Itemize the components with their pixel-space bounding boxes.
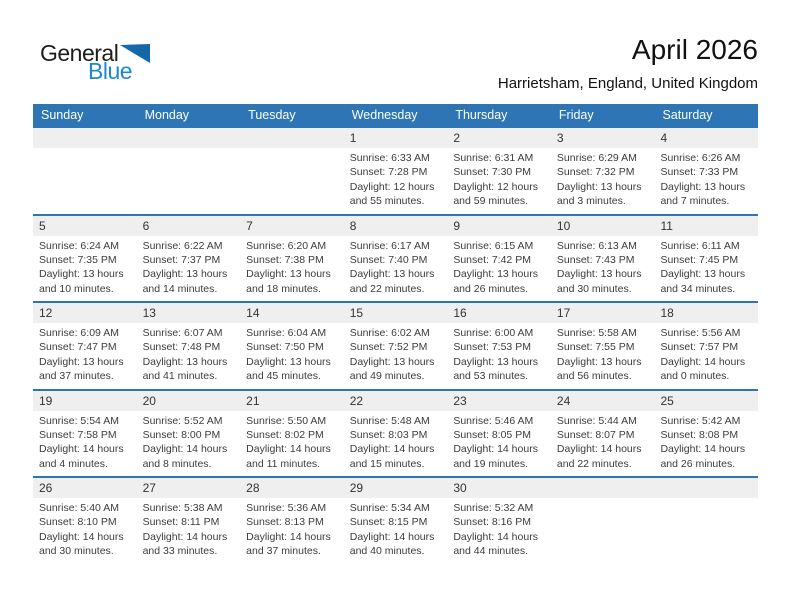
day-cell-23: [447, 411, 551, 477]
sunrise-text: Sunrise: 5:32 AM: [453, 502, 534, 514]
sunset-text: Sunset: 7:55 PM: [556, 341, 635, 354]
sunrise-text: Sunrise: 5:44 AM: [556, 414, 637, 427]
sunset-text: Sunset: 7:37 PM: [142, 253, 221, 266]
day-number-3: 3: [556, 131, 564, 145]
day-cell-12: [33, 323, 137, 389]
day-cell-empty: [240, 148, 344, 214]
day-number-15: 15: [349, 306, 364, 320]
day-cell-empty: [551, 498, 655, 564]
sunrise-text: Sunrise: 5:48 AM: [349, 414, 430, 427]
sunset-text: Sunset: 8:07 PM: [556, 428, 635, 441]
sunset-text: Sunset: 8:15 PM: [349, 516, 428, 529]
day-number-empty: [137, 128, 241, 148]
day-number-20: 20: [142, 393, 156, 408]
daylight-text: Daylight: 14 hours and 26 minutes.: [660, 443, 746, 470]
weekday-header-thursday: Thursday: [455, 108, 508, 122]
daylight-text: Daylight: 13 hours and 22 minutes.: [349, 268, 435, 295]
day-cell-15: [344, 323, 448, 389]
sunset-text: Sunset: 7:38 PM: [246, 253, 324, 266]
daylight-text: Daylight: 14 hours and 15 minutes.: [349, 443, 435, 470]
day-cell-5: [33, 236, 137, 302]
date-strip: [33, 391, 758, 411]
sunrise-text: Sunrise: 5:34 AM: [349, 502, 430, 514]
sunset-text: Sunset: 7:57 PM: [660, 341, 739, 354]
weekday-header-wednesday: Wednesday: [351, 108, 418, 122]
day-number-empty: [33, 128, 137, 148]
sunrise-text: Sunrise: 6:17 AM: [349, 239, 430, 252]
sunset-text: Sunset: 7:28 PM: [349, 166, 428, 179]
sunset-text: Sunset: 8:13 PM: [246, 516, 324, 529]
day-cell-29: [344, 498, 448, 564]
day-cell-9: [447, 236, 551, 302]
day-cell-empty: [137, 148, 241, 214]
sunrise-text: Sunrise: 6:24 AM: [39, 239, 119, 252]
sunset-text: Sunset: 7:53 PM: [453, 341, 531, 354]
daylight-text: Daylight: 13 hours and 30 minutes.: [556, 268, 642, 295]
sunset-text: Sunset: 7:47 PM: [39, 341, 117, 354]
day-number-14: 14: [246, 306, 260, 320]
day-cell-7: [240, 236, 344, 302]
week-row: [33, 126, 758, 214]
day-number-22: 22: [349, 393, 364, 408]
daylight-text: Daylight: 13 hours and 26 minutes.: [453, 268, 538, 295]
day-number-26: 26: [39, 481, 53, 495]
logo-text-blue: Blue: [88, 58, 133, 84]
day-number-1: 1: [349, 131, 357, 145]
day-number-28: 28: [246, 481, 260, 495]
sunset-text: Sunset: 7:33 PM: [660, 166, 739, 179]
day-cell-21: [240, 411, 344, 477]
sunrise-text: Sunrise: 5:56 AM: [660, 327, 741, 339]
daylight-text: Daylight: 14 hours and 0 minutes.: [660, 355, 746, 383]
day-number-24: 24: [556, 393, 571, 408]
day-cell-17: [551, 323, 655, 389]
day-cell-13: [137, 323, 241, 389]
week-row: [33, 214, 758, 302]
day-cell-1: [344, 148, 448, 214]
day-cell-18: [654, 323, 758, 389]
sunset-text: Sunset: 7:40 PM: [349, 253, 428, 266]
sunrise-text: Sunrise: 5:46 AM: [453, 414, 534, 427]
sunrise-text: Sunrise: 6:29 AM: [556, 152, 637, 164]
daylight-text: Daylight: 13 hours and 7 minutes.: [660, 180, 746, 208]
day-number-23: 23: [453, 393, 467, 408]
day-cell-10: [551, 236, 655, 302]
month-title: April 2026: [631, 34, 758, 65]
logo-text-general: General: [40, 40, 119, 66]
daylight-text: Daylight: 13 hours and 41 minutes.: [142, 355, 228, 383]
sunrise-text: Sunrise: 5:52 AM: [142, 414, 223, 427]
sunset-text: Sunset: 8:16 PM: [453, 516, 531, 529]
location-subtitle: Harrietsham, England, United Kingdom: [497, 75, 758, 92]
sunset-text: Sunset: 7:48 PM: [142, 341, 221, 354]
sunset-text: Sunset: 7:45 PM: [660, 253, 739, 266]
date-strip: [33, 216, 758, 236]
sunrise-text: Sunrise: 6:09 AM: [39, 327, 119, 339]
daylight-text: Daylight: 12 hours and 59 minutes.: [453, 180, 538, 208]
day-number-25: 25: [660, 393, 674, 408]
day-cell-28: [240, 498, 344, 564]
week-content-row: [33, 323, 758, 389]
week-content-row: [33, 148, 758, 214]
sunrise-text: Sunrise: 6:07 AM: [142, 327, 223, 339]
day-cell-27: [137, 498, 241, 564]
sunrise-text: Sunrise: 6:02 AM: [349, 327, 430, 339]
day-number-18: 18: [660, 306, 674, 320]
daylight-text: Daylight: 13 hours and 45 minutes.: [246, 355, 331, 383]
sunset-text: Sunset: 8:10 PM: [39, 516, 117, 529]
day-cell-30: [447, 498, 551, 564]
daylight-text: Daylight: 13 hours and 49 minutes.: [349, 355, 435, 383]
title-block: [498, 34, 758, 92]
calendar-table: [33, 104, 758, 564]
day-number-13: 13: [142, 306, 156, 320]
day-number-7: 7: [246, 218, 253, 233]
day-cell-4: [654, 148, 758, 214]
weekday-header-row: [33, 104, 758, 126]
calendar-weeks: [33, 126, 758, 564]
day-cell-empty: [654, 498, 758, 564]
day-number-17: 17: [556, 306, 571, 320]
day-number-4: 4: [660, 131, 668, 145]
sunset-text: Sunset: 8:08 PM: [660, 428, 739, 441]
sunrise-text: Sunrise: 5:50 AM: [246, 414, 327, 427]
day-cell-24: [551, 411, 655, 477]
sunrise-text: Sunrise: 6:20 AM: [246, 239, 327, 252]
daylight-text: Daylight: 14 hours and 37 minutes.: [246, 530, 331, 558]
daylight-text: Daylight: 14 hours and 30 minutes.: [39, 530, 124, 558]
day-cell-22: [344, 411, 448, 477]
sunset-text: Sunset: 8:02 PM: [246, 428, 324, 441]
daylight-text: Daylight: 14 hours and 44 minutes.: [453, 530, 538, 558]
weekday-header-friday: Friday: [558, 108, 594, 122]
daylight-text: Daylight: 12 hours and 55 minutes.: [349, 180, 435, 208]
day-number-29: 29: [349, 481, 364, 495]
week-row: [33, 476, 758, 564]
sunrise-text: Sunrise: 6:22 AM: [142, 239, 223, 252]
week-row: [33, 389, 758, 477]
sunset-text: Sunset: 7:30 PM: [453, 166, 531, 179]
day-number-21: 21: [246, 393, 260, 408]
weekday-header-tuesday: Tuesday: [248, 108, 296, 122]
sunset-text: Sunset: 7:58 PM: [39, 428, 117, 441]
sunrise-text: Sunrise: 6:13 AM: [556, 239, 637, 252]
sunset-text: Sunset: 7:42 PM: [453, 253, 531, 266]
sunset-text: Sunset: 7:50 PM: [246, 341, 324, 354]
day-number-5: 5: [39, 218, 46, 233]
daylight-text: Daylight: 13 hours and 56 minutes.: [556, 355, 642, 383]
day-cell-11: [654, 236, 758, 302]
day-number-8: 8: [349, 218, 357, 233]
sunset-text: Sunset: 8:05 PM: [453, 428, 531, 441]
daylight-text: Daylight: 14 hours and 4 minutes.: [39, 443, 124, 470]
sunrise-text: Sunrise: 6:04 AM: [246, 327, 327, 339]
sunrise-text: Sunrise: 6:33 AM: [349, 152, 430, 164]
day-cell-25: [654, 411, 758, 477]
sunrise-text: Sunrise: 6:11 AM: [660, 239, 740, 252]
day-cell-6: [137, 236, 241, 302]
sunrise-text: Sunrise: 5:42 AM: [660, 414, 741, 427]
daylight-text: Daylight: 14 hours and 11 minutes.: [246, 443, 331, 470]
weekday-header-sunday: Sunday: [41, 108, 84, 122]
sunrise-text: Sunrise: 6:00 AM: [453, 327, 534, 339]
sunrise-text: Sunrise: 5:54 AM: [39, 414, 119, 427]
sunrise-text: Sunrise: 5:38 AM: [142, 502, 223, 514]
date-strip: [33, 303, 758, 323]
date-strip: [33, 478, 758, 498]
daylight-text: Daylight: 14 hours and 40 minutes.: [349, 530, 435, 558]
day-cell-16: [447, 323, 551, 389]
day-cell-14: [240, 323, 344, 389]
sunset-text: Sunset: 7:35 PM: [39, 253, 117, 266]
sunset-text: Sunset: 7:32 PM: [556, 166, 635, 179]
daylight-text: Daylight: 13 hours and 34 minutes.: [660, 268, 746, 295]
sunset-text: Sunset: 8:00 PM: [142, 428, 221, 441]
sunrise-text: Sunrise: 5:58 AM: [556, 327, 637, 339]
day-cell-20: [137, 411, 241, 477]
sunset-text: Sunset: 7:43 PM: [556, 253, 635, 266]
day-number-10: 10: [556, 218, 571, 233]
sunset-text: Sunset: 7:52 PM: [349, 341, 428, 354]
sunrise-text: Sunrise: 5:40 AM: [39, 502, 119, 514]
day-cell-2: [447, 148, 551, 214]
daylight-text: Daylight: 13 hours and 18 minutes.: [246, 268, 331, 295]
day-number-empty: [240, 128, 344, 148]
day-cell-8: [344, 236, 448, 302]
sunrise-text: Sunrise: 5:36 AM: [246, 502, 327, 514]
day-number-19: 19: [39, 393, 53, 408]
sunrise-text: Sunrise: 6:26 AM: [660, 152, 741, 164]
day-number-16: 16: [453, 306, 467, 320]
general-blue-logo: [40, 42, 150, 83]
daylight-text: Daylight: 13 hours and 14 minutes.: [142, 268, 228, 295]
week-row: [33, 301, 758, 389]
day-cell-26: [33, 498, 137, 564]
daylight-text: Daylight: 13 hours and 10 minutes.: [39, 268, 124, 295]
week-content-row: [33, 411, 758, 477]
day-number-empty: [551, 478, 655, 498]
day-cell-empty: [33, 148, 137, 214]
sunrise-text: Sunrise: 6:15 AM: [453, 239, 534, 252]
sunset-text: Sunset: 8:11 PM: [142, 516, 220, 529]
day-number-empty: [654, 478, 758, 498]
daylight-text: Daylight: 13 hours and 3 minutes.: [556, 180, 642, 208]
daylight-text: Daylight: 14 hours and 33 minutes.: [142, 530, 228, 558]
sunset-text: Sunset: 8:03 PM: [349, 428, 428, 441]
day-number-30: 30: [453, 481, 467, 495]
date-strip: [33, 128, 758, 148]
week-content-row: [33, 236, 758, 302]
day-number-12: 12: [39, 306, 53, 320]
day-number-27: 27: [142, 481, 156, 495]
daylight-text: Daylight: 14 hours and 8 minutes.: [142, 443, 228, 470]
day-number-2: 2: [453, 131, 460, 145]
day-number-9: 9: [453, 218, 460, 233]
daylight-text: Daylight: 13 hours and 37 minutes.: [39, 355, 124, 383]
daylight-text: Daylight: 13 hours and 53 minutes.: [453, 355, 538, 383]
day-cell-3: [551, 148, 655, 214]
day-cell-19: [33, 411, 137, 477]
weekday-header-monday: Monday: [144, 108, 190, 122]
sunrise-text: Sunrise: 6:31 AM: [453, 152, 534, 164]
day-number-11: 11: [660, 218, 673, 233]
daylight-text: Daylight: 14 hours and 22 minutes.: [556, 443, 642, 470]
week-content-row: [33, 498, 758, 564]
weekday-header-saturday: Saturday: [662, 108, 713, 122]
daylight-text: Daylight: 14 hours and 19 minutes.: [453, 443, 538, 470]
day-number-6: 6: [142, 218, 150, 233]
